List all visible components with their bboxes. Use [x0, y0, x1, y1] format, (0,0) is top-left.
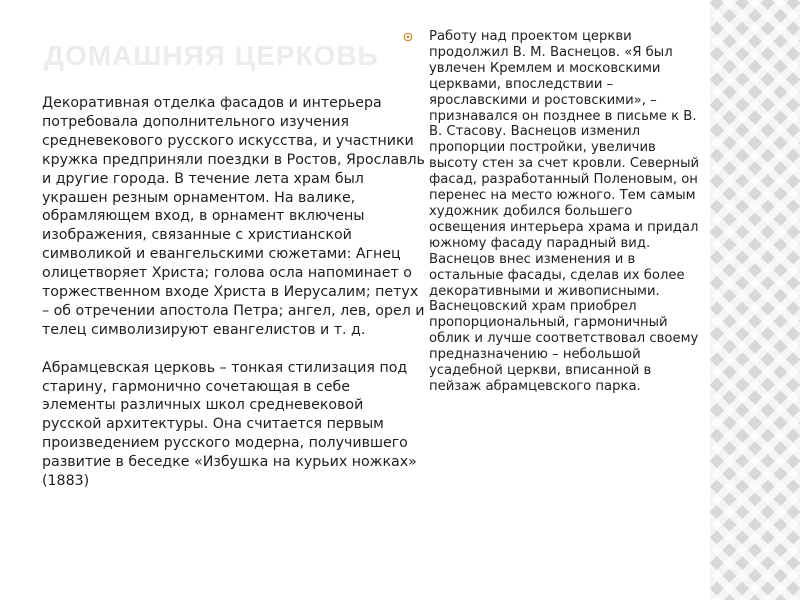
slide-title: ДОМАШНЯЯ ЦЕРКОВЬ: [44, 40, 379, 71]
decorative-side-panel: [710, 0, 800, 600]
left-paragraph-2: Абрамцевская церковь – тонкая стилизация под старину, гармонично сочетающая в себе элементы различных школ средневековой русской архитектуры. Она считается первым произведением русского модерна, получившего развитие в беседке «Избушка на курьих ножках» (1883): [42, 359, 417, 490]
right-text-column: [403, 29, 703, 395]
fancy-bullet-icon: [403, 32, 413, 42]
left-text-column: [42, 94, 427, 510]
right-paragraph: Работу над проектом церкви продолжил В. М. Васнецов. «Я был увлечен Кремлем и московскими церквами, впоследствии – ярославскими и ростовскими», – признавался он позднее в письме к В. В. Стасову. Васнецов изменил пропорции постройки, увеличив высоту стен за счет кровли. Северный фасад, разработанный Поленовым, он перенес на место южного. Тем самым художник добился большего освещения интерьера храма и придал южному фасаду парадный вид. Васнецов внес изменения и в остальные фасады, сделав их более декоративными и живописными. Васнецовский храм приобрел пропорциональный, гармоничный облик и лучше соответствовал своему предназначению – небольшой усадебной церкви, вписанной в пейзаж абрамцевского парка.: [429, 29, 700, 394]
left-paragraph-1: Декоративная отделка фасадов и интерьера потребовала дополнительного изучения средневекового русского искусства, и участники кружка предприняли поездки в Ростов, Ярославль и другие города. В течение лета храм был украшен резным орнаментом. На валике, обрамляющем вход, в орнамент включены изображения, связанные с христианской символикой и евангельскими сюжетами: Агнец олицетворяет Христа; голова осла напоминает о торжественном входе Христа в Иерусалим; петух – об отречении апостола Петра; ангел, лев, орел и телец символизируют евангелистов и т. д.: [42, 95, 425, 338]
